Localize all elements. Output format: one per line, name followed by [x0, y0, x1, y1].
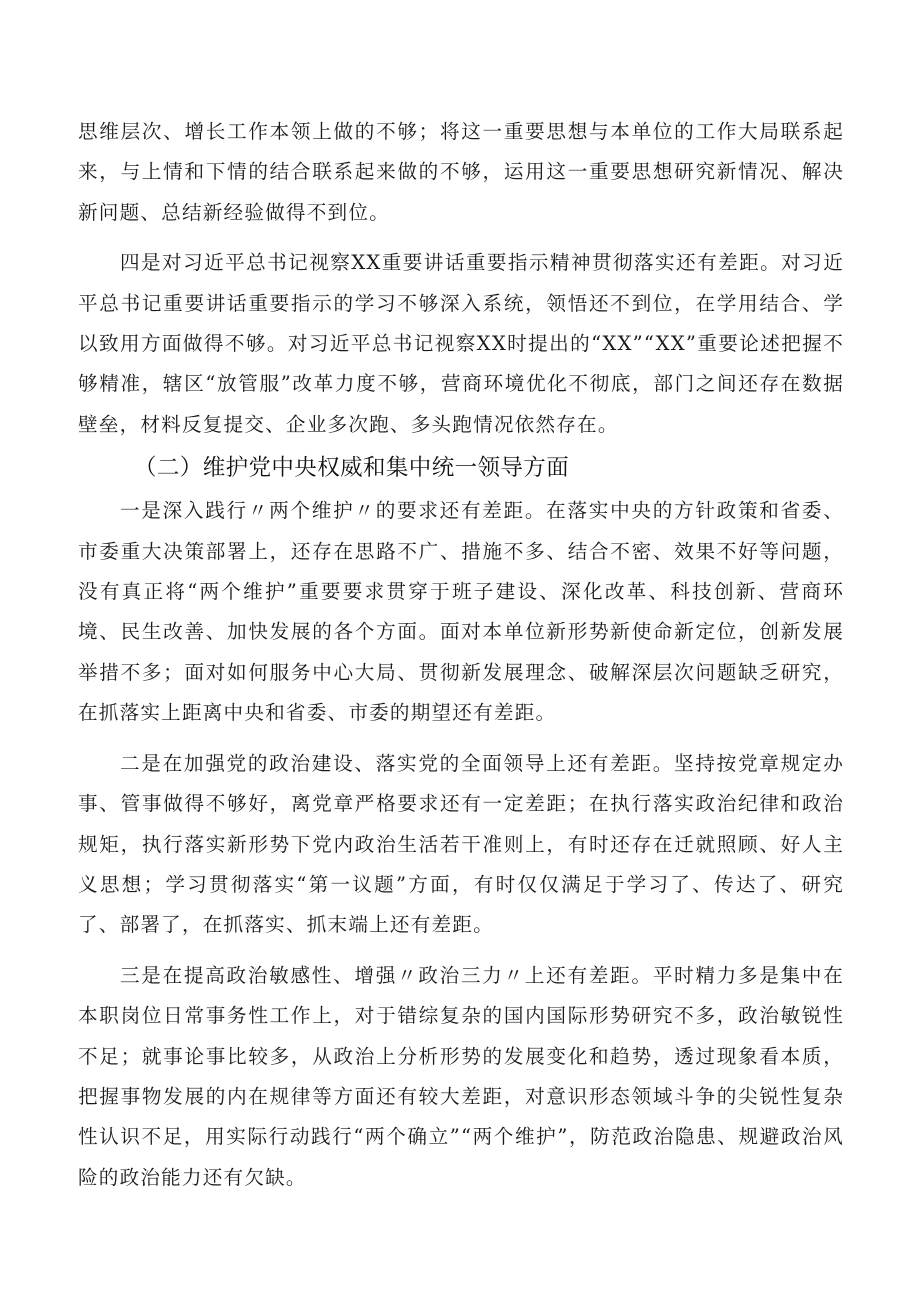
paragraph-point-four: 四是对习近平总书记视察XX重要讲话重要指示精神贯彻落实还有差距。对习近平总书记重要讲话重要指示的学习不够深入系统，领悟还不到位，在学用结合、学以致用方面做得不够。对习近平总书记视察XX时提出的“XX”“XX”重要论述把握不够精准，辖区“放管服”改革力度不够，营商环境优化不彻底，部门之间还存在数据壁垒，材料反复提交、企业多次跑、多头跑情况依然存在。 — [78, 251, 844, 436]
document-body — [78, 112, 844, 1198]
paragraph-point-two: 二是在加强党的政治建设、落实党的全面领导上还有差距。坚持按党章规定办事、管事做得不够好，离党章严格要求还有一定差距；在执行落实政治纪律和政治规矩，执行落实新形势下党内政治生活若干准则上，有时还存在迁就照顾、好人主义思想；学习贯彻落实“第一议题”方面，有时仅仅满足于学习了、传达了、研究了、部署了，在抓落实、抓末端上还有差距。 — [78, 751, 844, 937]
paragraph-point-one: 一是深入践行〃两个维护〃的要求还有差距。在落实中央的方针政策和省委、市委重大决策部署上，还存在思路不广、措施不多、结合不密、效果不好等问题，没有真正将“两个维护”重要要求贯穿于班子建设、深化改革、科技创新、营商环境、民生改善、加快发展的各个方面。面对本单位新形势新使命新定位，创新发展举措不多；面对如何服务中心大局、贯彻新发展理念、破解深层次问题缺乏研究，在抓落实上距离中央和省委、市委的期望还有差距。 — [78, 499, 844, 725]
section-heading: （二）维护党中央权威和集中统一领导方面 — [134, 455, 570, 482]
paragraph-continued: 思维层次、增长工作本领上做的不够；将这一重要思想与本单位的工作大局联系起来，与上情和下情的结合联系起来做的不够，运用这一重要思想研究新情况、解决新问题、总结新经验做得不到位。 — [78, 120, 844, 224]
paragraph-point-three: 三是在提高政治敏感性、增强〃政治三力〃上还有差距。平时精力多是集中在本职岗位日常事务性工作上，对于错综复杂的国内国际形势研究不多，政治敏锐性不足；就事论事比较多，从政治上分析形势的发展变化和趋势，透过现象看本质，把握事物发展的内在规律等方面还有较大差距，对意识形态领域斗争的尖锐性复杂性认识不足，用实际行动践行“两个确立”“两个维护”，防范政治隐患、规避政治风险的政治能力还有欠缺。 — [78, 963, 844, 1189]
